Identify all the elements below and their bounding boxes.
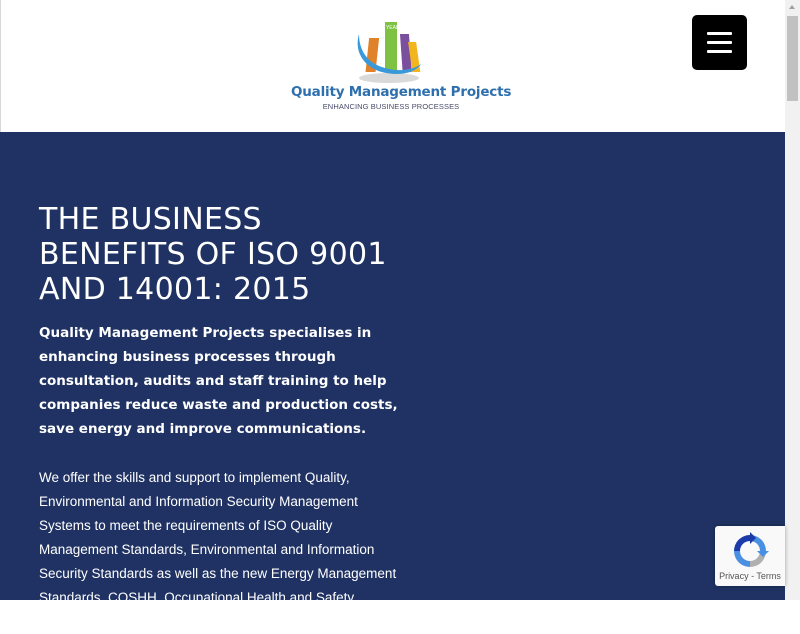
recaptcha-badge[interactable] xyxy=(715,526,785,586)
menu-button[interactable] xyxy=(692,15,747,70)
menu-bar-middle xyxy=(707,41,732,44)
menu-bar-top xyxy=(707,32,732,35)
site-logo[interactable] xyxy=(291,20,512,115)
logo-name: Quality Management Projects xyxy=(291,84,512,100)
hero-body: We offer the skills and support to implement Quality, Environmental and Information Security Management Systems to meet the requirements of ISO Quality Management Standards, Environmental and Information Security Standards as well as the new Energy Management Standards, COSHH, Occupational Health and Safety, Medical Devices Standard xyxy=(39,470,397,629)
vertical-scrollbar[interactable] xyxy=(785,0,800,600)
hero-section xyxy=(0,132,785,629)
recaptcha-links xyxy=(715,571,785,581)
logo-badge-text: 20 YEARS xyxy=(379,25,403,31)
recaptcha-icon xyxy=(731,532,769,570)
logo-graphic-icon xyxy=(353,20,423,84)
site-header xyxy=(0,0,785,132)
hero-title: THE BUSINESS BENEFITS OF ISO 9001 AND 14001: 2015 xyxy=(39,202,387,307)
recaptcha-privacy-link[interactable]: Privacy xyxy=(719,571,749,581)
logo-tagline: ENHANCING BUSINESS PROCESSES xyxy=(322,102,460,111)
recaptcha-separator: - xyxy=(748,571,757,581)
scroll-up-arrow-icon[interactable] xyxy=(785,0,800,15)
hero-lead: Quality Management Projects specialises in enhancing business processes through consultation, audits and staff training to help companies reduce waste and production costs, save energy and improve communications. xyxy=(39,325,398,437)
menu-bar-bottom xyxy=(707,50,732,53)
recaptcha-terms-link[interactable]: Terms xyxy=(756,571,781,581)
scrollbar-thumb[interactable] xyxy=(787,16,798,101)
